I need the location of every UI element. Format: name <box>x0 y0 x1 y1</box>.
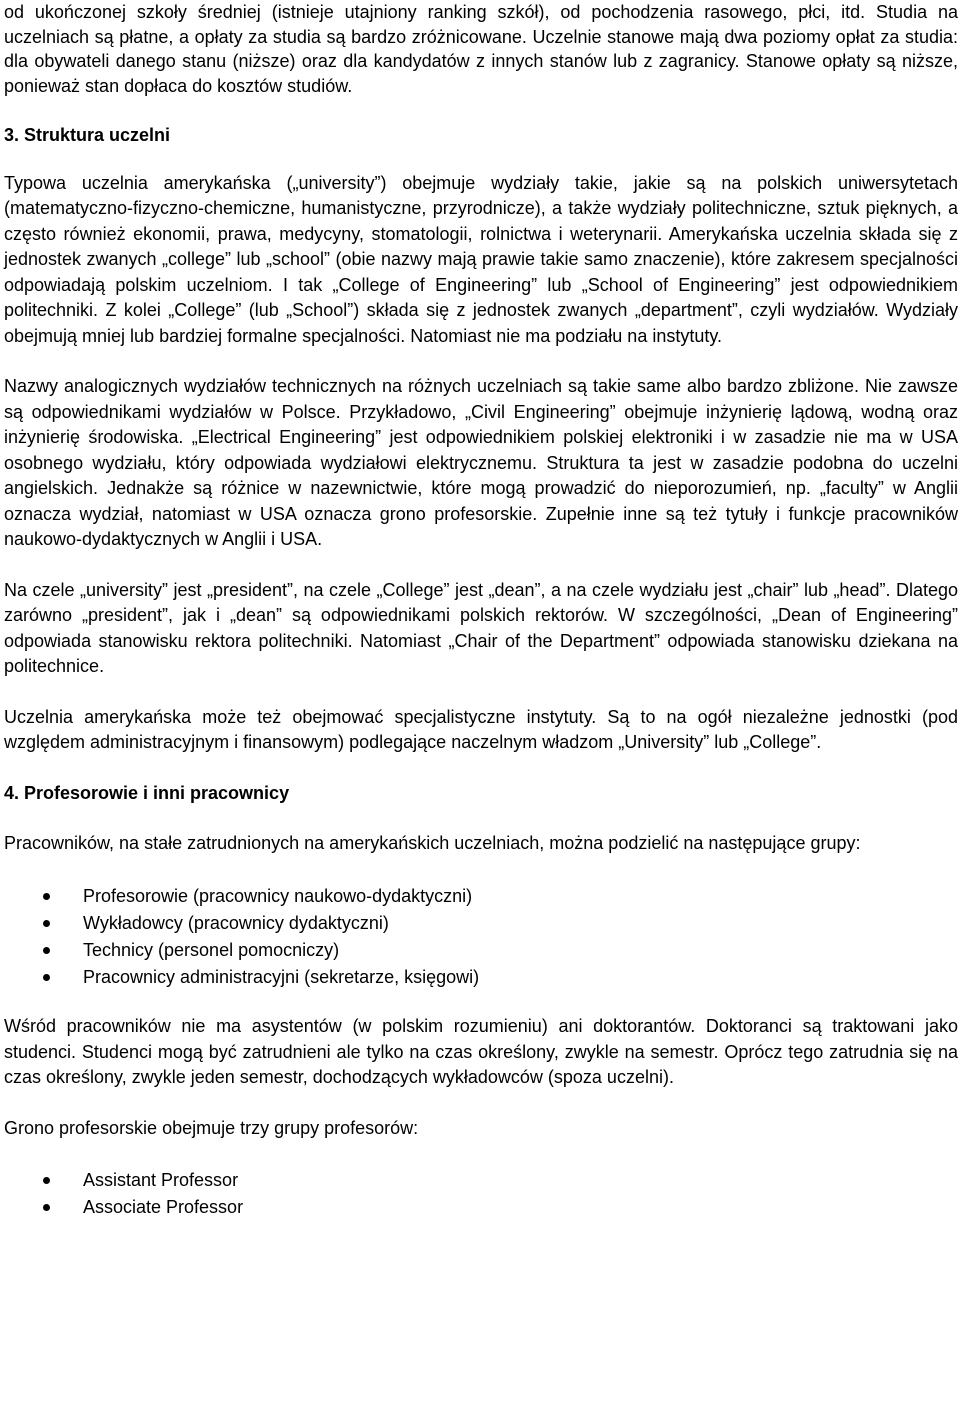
professor-ranks-list <box>4 1167 958 1221</box>
staff-paragraph-3: Grono profesorskie obejmuje trzy grupy profesorów: <box>4 1117 419 1138</box>
list-item: Technicy (personel pomocniczy) <box>4 937 958 964</box>
intro-paragraph: od ukończonej szkoły średniej (istnieje utajniony ranking szkół), od pochodzenia rasowego, płci, itd. Studia na uczelniach są płatne, a opłaty za studia są bardzo zróżnicowane. Uczelnie stanowe mają dwa poziomy opłat za studia: dla obywateli danego stanu (niższe) oraz dla kandydatów z innych stanów lub z zagranicy. Stanowe opłaty są niższe, ponieważ stan dopłaca do kosztów studiów. <box>4 2 958 97</box>
structure-paragraph-3: Na czele „university” jest „president”, na czele „College” jest „dean”, a na czele wydziału jest „chair” lub „head”. Dlatego zarówno „president”, jak i „dean” są odpowiednikami polskich rektorów. W szczególności, „Dean of Engineering” odpowiada stanowisku rektora politechniki. Natomiast „Chair of the Department” odpowiada stanowisku dziekana na politechnice. <box>4 579 958 677</box>
list-item: Profesorowie (pracownicy naukowo-dydaktyczni) <box>4 883 958 910</box>
section-4-heading: 4. Profesorowie i inni pracownicy <box>4 782 290 803</box>
list-item: Associate Professor <box>4 1194 958 1221</box>
section-3-heading: 3. Struktura uczelni <box>4 124 171 145</box>
structure-paragraph-2: Nazwy analogicznych wydziałów technicznych na różnych uczelniach są takie same albo bardzo zbliżone. Nie zawsze są odpowiednikami wydziałów w Polsce. Przykładowo, „Civil Engineering” obejmuje inżynierię lądową, wodną oraz inżynierię środowiska. „Electrical Engineering” jest odpowiednikiem polskiej elektroniki i w zasadzie nie ma w USA osobnego wydziału, który odpowiada wydziałowi elektrycznemu. Struktura ta jest w zasadzie podobna do uczelni angielskich. Jednakże są różnice w nazewnictwie, które mogą prowadzić do nieporozumień, np. „faculty” w Anglii oznacza wydział, natomiast w USA oznacza grono profesorskie. Zupełnie inne są też tytuły i funkcje pracowników naukowo-dydaktycznych w Anglii i USA. <box>4 376 958 550</box>
list-item: Assistant Professor <box>4 1167 958 1194</box>
document-page <box>4 0 958 1221</box>
staff-paragraph-1: Pracowników, na stałe zatrudnionych na amerykańskich uczelniach, można podzielić na następujące grupy: <box>4 832 861 853</box>
staff-paragraph-2: Wśród pracowników nie ma asystentów (w polskim rozumieniu) ani doktorantów. Doktoranci są traktowani jako studenci. Studenci mogą być zatrudnieni ale tylko na czas określony, zwykle na semestr. Oprócz tego zatrudnia się na czas określony, zwykle jeden semestr, dochodzących wykładowców (spoza uczelni). <box>4 1016 958 1088</box>
staff-groups-list <box>4 883 958 991</box>
structure-paragraph-1: Typowa uczelnia amerykańska („university”) obejmuje wydziały takie, jakie są na polskich uniwersytetach (matematyczno-fizyczno-chemiczne, humanistyczne, przyrodnicze), a także wydziały politechniczne, sztuk pięknych, a często również ekonomii, prawa, medycyny, stomatologii, rolnictwa i weterynarii. Amerykańska uczelnia składa się z jednostek zwanych „college” lub „school” (obie nazwy mają prawie takie samo znaczenie), które zakresem specjalności odpowiadają polskim uczelniom. I tak „College of Engineering” lub „School of Engineering” jest odpowiednikiem politechniki. Z kolei „College” (lub „School”) składa się z jednostek zwanych „department”, czyli wydziałów. Wydziały obejmują mniej lub bardziej formalne specjalności. Natomiast nie ma podziału na instytuty. <box>4 172 958 346</box>
structure-paragraph-4: Uczelnia amerykańska może też obejmować specjalistyczne instytuty. Są to na ogół niezależne jednostki (pod względem administracyjnym i finansowym) podlegające naczelnym władzom „University” lub „College”. <box>4 706 958 753</box>
list-item: Wykładowcy (pracownicy dydaktyczni) <box>4 910 958 937</box>
list-item: Pracownicy administracyjni (sekretarze, księgowi) <box>4 964 958 991</box>
